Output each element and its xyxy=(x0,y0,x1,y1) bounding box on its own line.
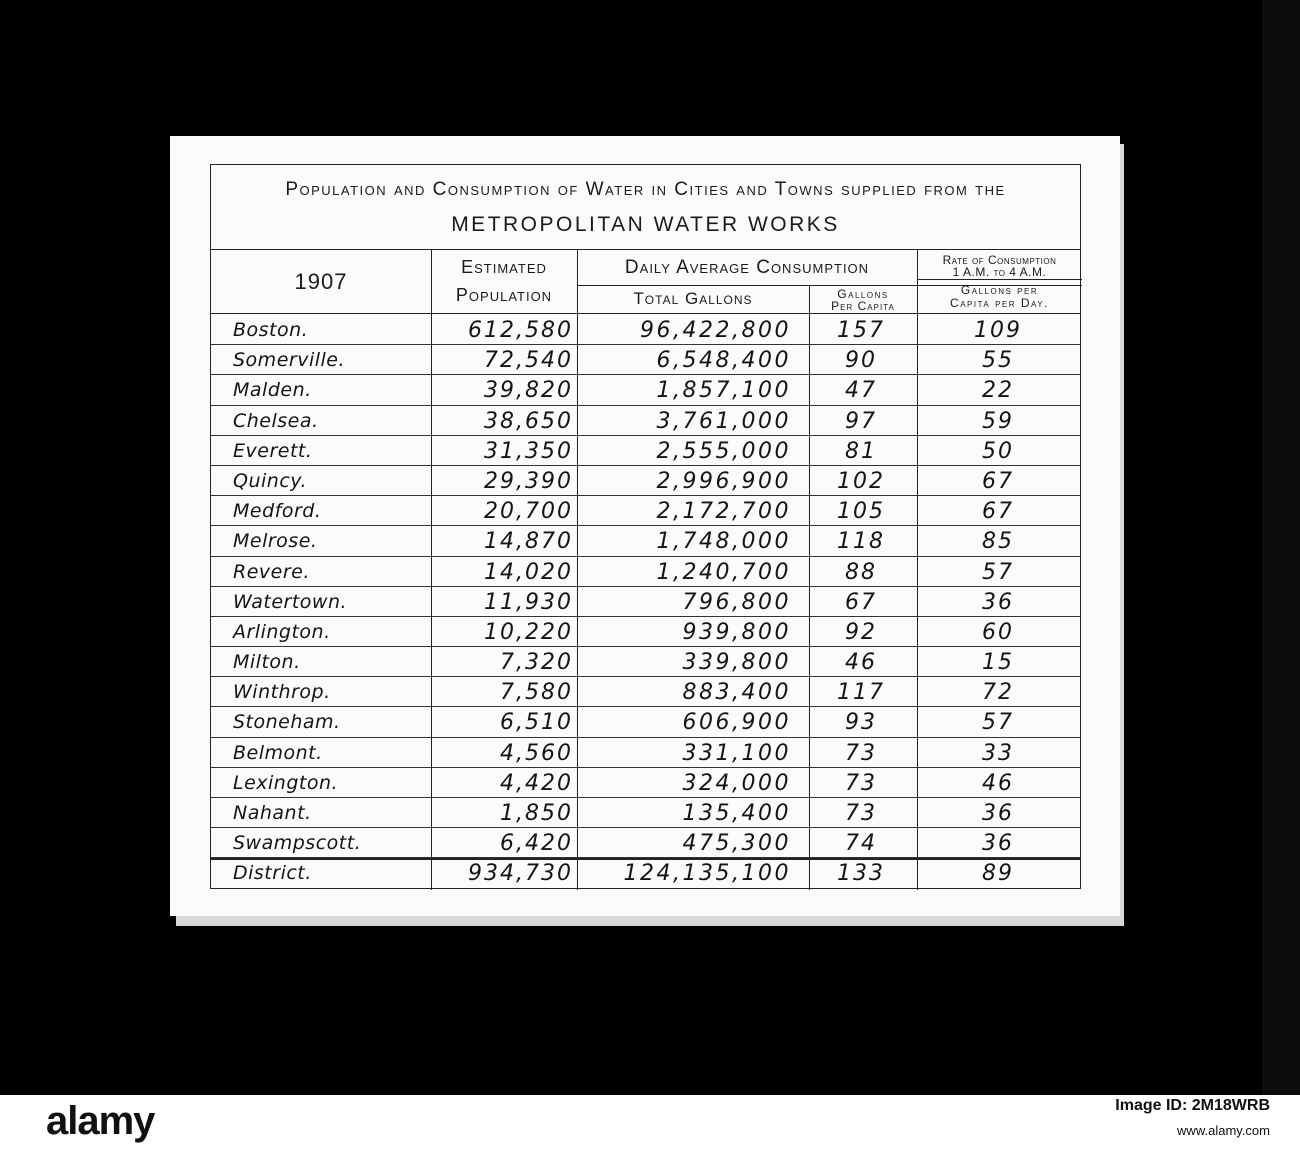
gallons-per-capita-cell: 46 xyxy=(845,650,877,676)
total-gallons-cell: 883,400 xyxy=(682,680,791,706)
table-row xyxy=(211,798,1080,828)
district-total-gallons: 124,135,100 xyxy=(623,861,791,887)
table-row xyxy=(211,738,1080,768)
night-rate-cell: 60 xyxy=(982,619,1014,645)
city-cell: Arlington. xyxy=(233,620,331,643)
total-gallons-cell: 606,900 xyxy=(682,710,791,736)
gallons-per-capita-cell: 92 xyxy=(845,619,877,645)
table-title: Population and Consumption of Water in Cities and Towns supplied from the xyxy=(285,179,1006,200)
total-gallons-cell: 96,422,800 xyxy=(640,318,791,343)
data-table xyxy=(210,164,1081,889)
night-rate-cell: 36 xyxy=(982,801,1014,826)
header-population: Population xyxy=(455,285,553,305)
city-cell: Melrose. xyxy=(233,530,318,553)
table-row xyxy=(211,707,1080,737)
night-rate-cell: 50 xyxy=(982,438,1014,464)
population-cell: 72,540 xyxy=(484,348,573,374)
image-id-label: Image ID: 2M18WRB xyxy=(1115,1097,1270,1114)
gallons-per-capita-cell: 67 xyxy=(845,589,877,615)
district-label: District. xyxy=(233,862,312,885)
gallons-per-capita-cell: 105 xyxy=(837,499,885,525)
population-cell: 7,320 xyxy=(500,650,573,676)
header-daily-average: Daily Average Consumption xyxy=(624,257,870,278)
gallons-per-capita-cell: 88 xyxy=(845,559,877,585)
total-row xyxy=(211,858,1080,888)
header-rate-line1: Rate of Consumption xyxy=(942,253,1057,267)
district-night-rate: 89 xyxy=(982,861,1014,887)
gallons-per-capita-cell: 74 xyxy=(845,831,877,857)
total-gallons-cell: 475,300 xyxy=(682,831,791,857)
population-cell: 38,650 xyxy=(484,408,573,434)
night-rate-cell: 85 xyxy=(982,529,1014,555)
population-cell: 7,580 xyxy=(500,680,573,706)
table-row xyxy=(211,647,1080,677)
table-body xyxy=(211,315,1080,889)
gallons-per-capita-cell: 117 xyxy=(837,680,885,706)
district-population: 934,730 xyxy=(468,861,573,887)
table-row xyxy=(211,526,1080,556)
night-rate-cell: 67 xyxy=(982,468,1014,494)
population-cell: 14,870 xyxy=(484,529,573,555)
night-rate-cell: 36 xyxy=(982,589,1014,615)
table-row xyxy=(211,466,1080,496)
night-rate-cell: 46 xyxy=(982,770,1014,796)
gallons-per-capita-cell: 81 xyxy=(845,438,877,464)
night-rate-cell: 33 xyxy=(982,740,1014,766)
city-cell: Everett. xyxy=(233,439,313,462)
population-cell: 4,420 xyxy=(500,770,573,796)
population-cell: 612,580 xyxy=(468,318,573,343)
gallons-per-capita-cell: 73 xyxy=(845,740,877,766)
city-cell: Quincy. xyxy=(233,469,308,492)
header-estimated: Estimated xyxy=(461,257,547,277)
header-gpc-line2: Per Capita xyxy=(831,299,895,313)
population-cell: 6,420 xyxy=(500,831,573,857)
header-total-gallons: Total Gallons xyxy=(633,289,753,308)
city-cell: Belmont. xyxy=(233,741,323,764)
night-rate-cell: 55 xyxy=(982,348,1014,374)
city-cell: Chelsea. xyxy=(233,409,319,432)
night-rate-cell: 59 xyxy=(982,408,1014,434)
night-rate-cell: 15 xyxy=(982,650,1014,676)
table-row xyxy=(211,557,1080,587)
header-rate-gpc-line2: Capita per Day. xyxy=(950,296,1049,310)
gallons-per-capita-cell: 102 xyxy=(837,468,885,494)
gallons-per-capita-cell: 73 xyxy=(845,770,877,796)
table-row xyxy=(211,677,1080,707)
table-row xyxy=(211,406,1080,436)
population-cell: 4,560 xyxy=(500,740,573,766)
header-year: 1907 xyxy=(294,269,348,294)
header-rule xyxy=(211,313,1080,314)
header-rate-gpc-line1: Gallons per xyxy=(960,283,1039,297)
total-gallons-cell: 3,761,000 xyxy=(656,408,791,434)
slide-edge xyxy=(1262,0,1300,1095)
city-cell: Winthrop. xyxy=(233,681,331,704)
gallons-per-capita-cell: 157 xyxy=(837,318,885,343)
table-row xyxy=(211,375,1080,405)
header-rate-line2: 1 A.M. to 4 A.M. xyxy=(952,265,1047,279)
gallons-per-capita-cell: 93 xyxy=(845,710,877,736)
image-id-block xyxy=(1115,1097,1270,1138)
night-rate-cell: 67 xyxy=(982,499,1014,525)
population-cell: 10,220 xyxy=(484,619,573,645)
city-cell: Revere. xyxy=(233,560,310,583)
watermark-url: www.alamy.com xyxy=(1177,1123,1270,1138)
total-gallons-cell: 6,548,400 xyxy=(656,348,791,374)
population-cell: 11,930 xyxy=(484,589,573,615)
total-gallons-cell: 939,800 xyxy=(682,619,791,645)
table-row xyxy=(211,587,1080,617)
table-row xyxy=(211,315,1080,345)
total-gallons-cell: 324,000 xyxy=(682,770,791,796)
city-cell: Lexington. xyxy=(233,771,339,794)
city-cell: Malden. xyxy=(233,379,312,402)
table-row xyxy=(211,345,1080,375)
night-rate-cell: 36 xyxy=(982,831,1014,857)
gallons-per-capita-cell: 118 xyxy=(837,529,885,555)
table-row xyxy=(211,496,1080,526)
population-cell: 1,850 xyxy=(500,801,573,826)
night-rate-cell: 72 xyxy=(982,680,1014,706)
total-gallons-cell: 796,800 xyxy=(682,589,791,615)
night-rate-cell: 22 xyxy=(982,378,1014,404)
table-row xyxy=(211,828,1080,858)
title-rule xyxy=(211,249,1080,250)
gallons-per-capita-cell: 47 xyxy=(845,378,877,404)
city-cell: Boston. xyxy=(233,319,309,341)
city-cell: Stoneham. xyxy=(233,711,341,734)
table-subtitle: METROPOLITAN WATER WORKS xyxy=(451,213,840,236)
city-cell: Milton. xyxy=(233,651,301,674)
night-rate-cell: 57 xyxy=(982,559,1014,585)
city-cell: Swampscott. xyxy=(233,832,362,855)
night-rate-cell: 109 xyxy=(974,318,1022,343)
population-cell: 20,700 xyxy=(484,499,573,525)
rate-subheader-rule xyxy=(917,279,1082,280)
total-gallons-cell: 2,996,900 xyxy=(656,468,791,494)
total-gallons-cell: 1,857,100 xyxy=(656,378,791,404)
gallons-per-capita-cell: 97 xyxy=(845,408,877,434)
city-cell: Nahant. xyxy=(233,802,312,824)
table-row xyxy=(211,436,1080,466)
total-gallons-cell: 2,555,000 xyxy=(656,438,791,464)
alamy-logo: alamy xyxy=(46,1099,155,1143)
population-cell: 31,350 xyxy=(484,438,573,464)
city-cell: Medford. xyxy=(233,500,322,523)
total-gallons-cell: 1,240,700 xyxy=(656,559,791,585)
city-cell: Somerville. xyxy=(233,349,346,372)
table-row xyxy=(211,617,1080,647)
population-cell: 29,390 xyxy=(484,468,573,494)
population-cell: 14,020 xyxy=(484,559,573,585)
population-cell: 6,510 xyxy=(500,710,573,736)
header-gpc-line1: Gallons xyxy=(837,287,889,301)
total-gallons-cell: 331,100 xyxy=(682,740,791,766)
table-row xyxy=(211,768,1080,798)
city-cell: Watertown. xyxy=(233,590,348,613)
district-gallons-per-capita: 133 xyxy=(837,861,885,887)
total-gallons-cell: 2,172,700 xyxy=(656,499,791,525)
gallons-per-capita-cell: 90 xyxy=(845,348,877,374)
total-gallons-cell: 1,748,000 xyxy=(656,529,791,555)
total-gallons-cell: 135,400 xyxy=(682,801,791,826)
stock-watermark-bar xyxy=(0,1095,1300,1149)
document-sheet xyxy=(170,136,1120,916)
population-cell: 39,820 xyxy=(484,378,573,404)
total-gallons-cell: 339,800 xyxy=(682,650,791,676)
night-rate-cell: 57 xyxy=(982,710,1014,736)
gallons-per-capita-cell: 73 xyxy=(845,801,877,826)
